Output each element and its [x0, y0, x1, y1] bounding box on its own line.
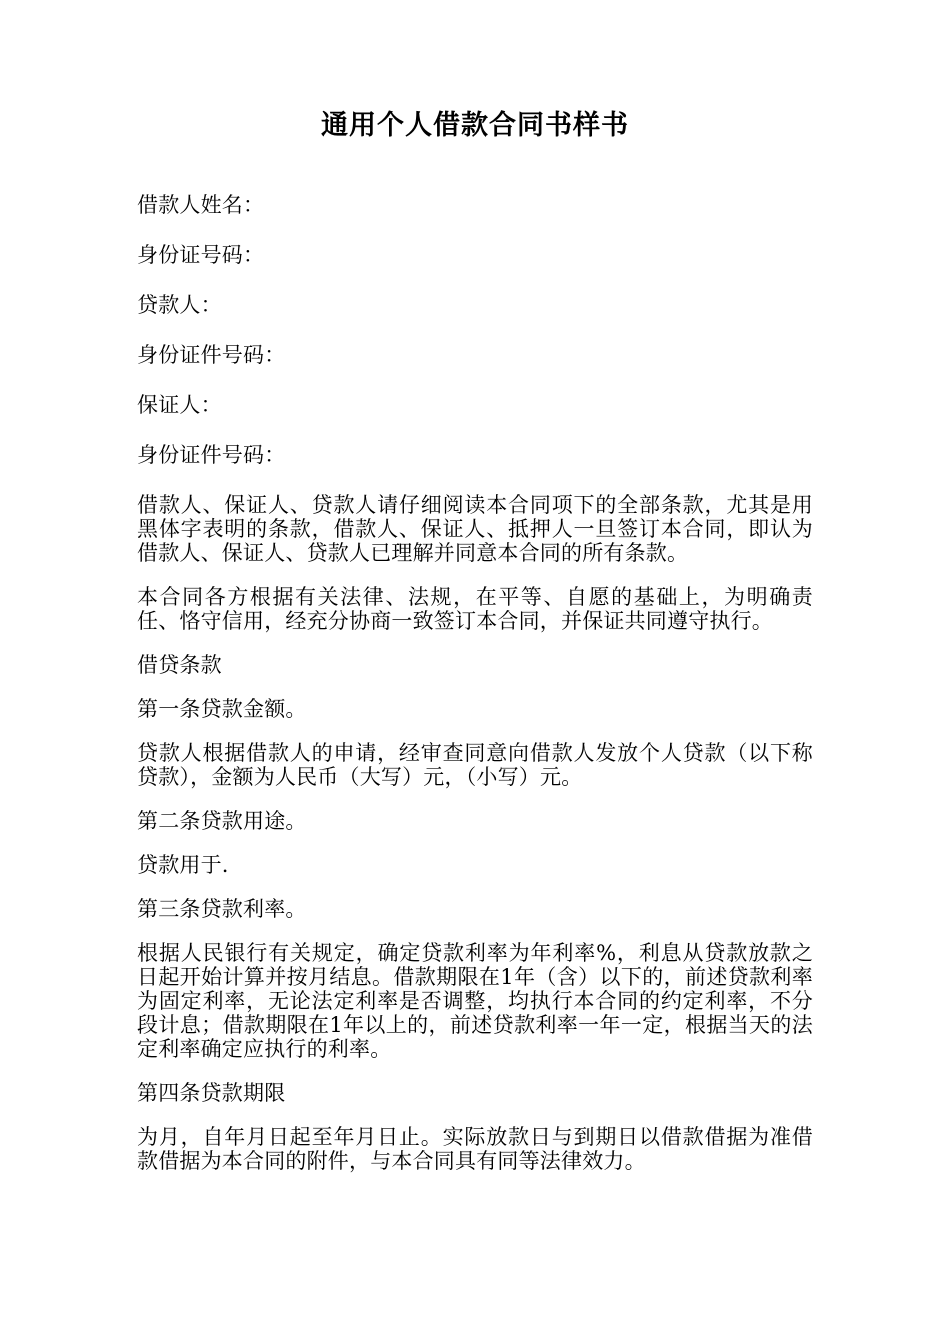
article-4-heading: 第四条贷款期限	[137, 1081, 286, 1105]
article-2-heading: 第二条贷款用途。	[137, 809, 307, 833]
article-1-heading: 第一条贷款金额。	[137, 697, 307, 721]
article-2-body: 贷款用于.	[137, 853, 229, 877]
lender-field: 贷款人：	[137, 293, 222, 317]
article-3-body: 根据人民银行有关规定，确定贷款利率为年利率%，利息从贷款放款之日起开始计算并按月结息。借款期限在1年（含）以下的，前述贷款利率为固定利率，无论法定利率是否调整，均执行本合同的约定利率，不分段计息；借款期限在1年以上的，前述贷款利率一年一定，根据当天的法定利率确定应执行的利率。	[137, 941, 813, 1061]
article-3-heading: 第三条贷款利率。	[137, 897, 307, 921]
lender-id-field: 身份证件号码：	[137, 343, 286, 367]
borrower-id-field: 身份证号码：	[137, 243, 265, 267]
article-1-body: 贷款人根据借款人的申请，经审查同意向借款人发放个人贷款（以下称贷款），金额为人民币（大写）元，（小写）元。	[137, 741, 813, 789]
paragraph-notice: 借款人、保证人、贷款人请仔细阅读本合同项下的全部条款，尤其是用黑体字表明的条款，借款人、保证人、抵押人一旦签订本合同，即认为借款人、保证人、贷款人已理解并同意本合同的所有条款。	[137, 493, 813, 565]
article-4-body: 为月，自年月日起至年月日止。实际放款日与到期日以借款借据为准借款借据为本合同的附件，与本合同具有同等法律效力。	[137, 1125, 813, 1173]
guarantor-id-field: 身份证件号码：	[137, 443, 286, 467]
paragraph-agreement: 本合同各方根据有关法律、法规，在平等、自愿的基础上，为明确责任、恪守信用，经充分协商一致签订本合同，并保证共同遵守执行。	[137, 585, 813, 633]
guarantor-field: 保证人：	[137, 393, 222, 417]
section-heading-loan-terms: 借贷条款	[137, 653, 222, 677]
borrower-name-field: 借款人姓名：	[137, 193, 265, 217]
document-title: 通用个人借款合同书样书	[321, 110, 629, 141]
document-body	[137, 193, 813, 1193]
